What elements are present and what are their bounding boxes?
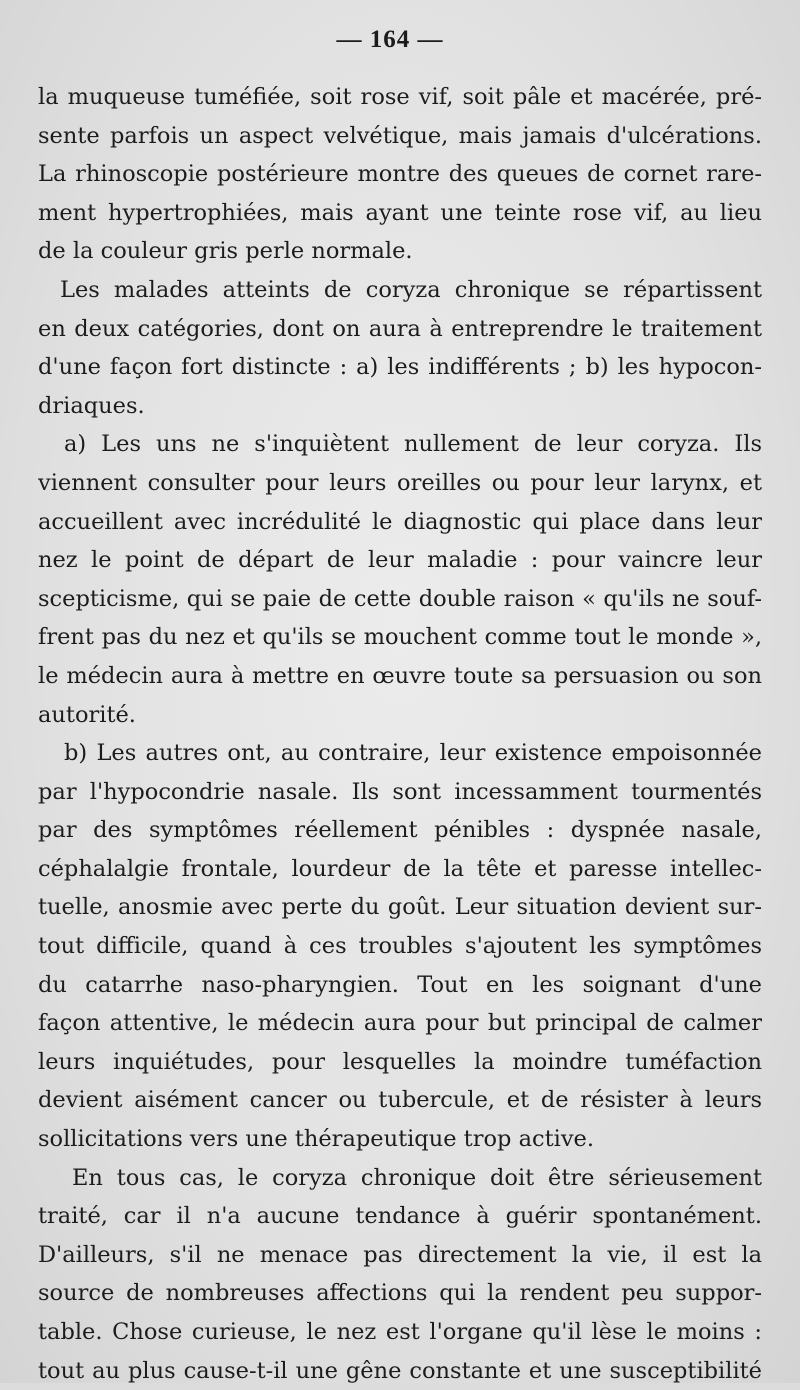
text-line: sollicitations vers une thérapeutique trop active.	[38, 1126, 594, 1153]
text-line: par l'hypocondrie nasale. Ils sont incessamment tourmentés	[38, 778, 762, 805]
text-line: devient aisément cancer ou tubercule, et de résister à leurs	[38, 1087, 762, 1114]
text-line: scepticisme, qui se paie de cette double raison « qu'ils ne souf-	[38, 585, 762, 612]
text-line: façon attentive, le médecin aura pour but principal de calmer	[38, 1010, 762, 1037]
text-line: driaques.	[38, 392, 145, 419]
text-line: D'ailleurs, s'il ne menace pas directement la vie, il est la	[38, 1241, 762, 1268]
text-line: autorité.	[38, 701, 136, 728]
text-line: viennent consulter pour leurs oreilles ou pour leur larynx, et	[38, 469, 762, 496]
text-line: ment hypertrophiées, mais ayant une teinte rose vif, au lieu	[38, 199, 762, 226]
text-line: frent pas du nez et qu'ils se mouchent comme tout le monde »,	[38, 624, 762, 651]
text-line: en deux catégories, dont on aura à entreprendre le traitement	[38, 315, 762, 342]
paragraph-start-line: En tous cas, le coryza chronique doit être sérieusement	[72, 1164, 762, 1191]
page-number: — 164 —	[336, 26, 444, 53]
text-line: leurs inquiétudes, pour lesquelles la moindre tuméfaction	[38, 1048, 762, 1075]
text-line: tout au plus cause-t-il une gêne constante et une susceptibilité	[38, 1357, 762, 1384]
text-line: sente parfois un aspect velvétique, mais jamais d'ulcérations.	[38, 122, 762, 149]
text-line: tuelle, anosmie avec perte du goût. Leur situation devient sur-	[38, 894, 762, 921]
text-line: d'une façon fort distincte : a) les indifférents ; b) les hypocon-	[38, 354, 762, 381]
text-line: tout difficile, quand à ces troubles s'ajoutent les symptômes	[38, 933, 762, 960]
text-line: de la couleur gris perle normale.	[38, 238, 413, 265]
text-line: par des symptômes réellement pénibles : dyspnée nasale,	[38, 817, 762, 844]
paragraph-start-line: b) Les autres ont, au contraire, leur existence empoisonnée	[64, 740, 762, 767]
text-line: du catarrhe naso-pharyngien. Tout en les soignant d'une	[38, 971, 762, 998]
text-line: nez le point de départ de leur maladie : pour vaincre leur	[38, 547, 762, 574]
body-text	[38, 78, 762, 1390]
text-line: La rhinoscopie postérieure montre des queues de cornet rare-	[38, 161, 762, 188]
text-line: la muqueuse tuméfiée, soit rose vif, soit pâle et macérée, pré-	[38, 84, 762, 110]
text-line: accueillent avec incrédulité le diagnostic qui place dans leur	[38, 508, 762, 535]
text-line: traité, car il n'a aucune tendance à guérir spontanément.	[38, 1203, 762, 1230]
text-line: céphalalgie frontale, lourdeur de la tête et paresse intellec-	[38, 855, 762, 882]
paragraph-start-line: a) Les uns ne s'inquiètent nullement de leur coryza. Ils	[64, 431, 762, 458]
text-line: table. Chose curieuse, le nez est l'organe qu'il lèse le moins :	[38, 1319, 762, 1345]
text-line: source de nombreuses affections qui la rendent peu suppor-	[38, 1280, 762, 1307]
paragraph-start-line: Les malades atteints de coryza chronique se répartissent	[60, 276, 762, 303]
text-line: le médecin aura à mettre en œuvre toute sa persuasion ou son	[38, 662, 762, 689]
